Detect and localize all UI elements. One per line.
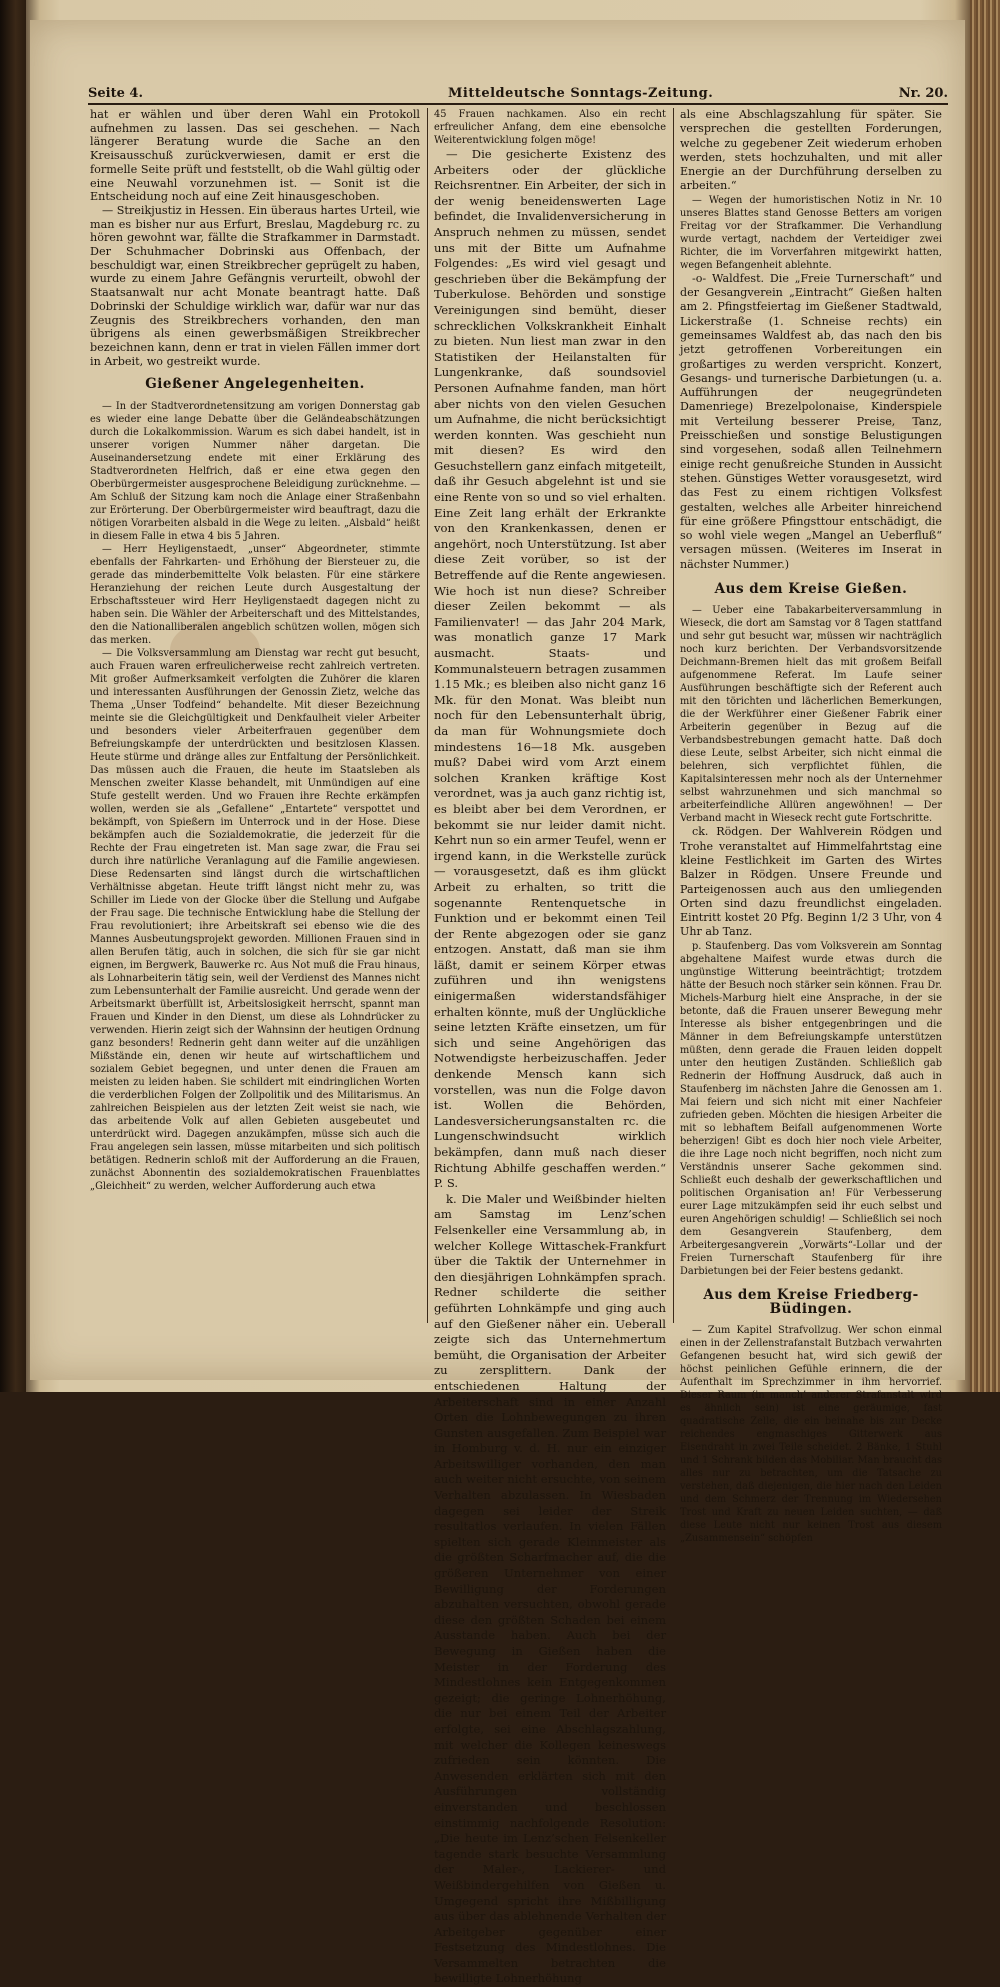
column-3: [680, 108, 942, 1545]
header-rule: [88, 103, 948, 105]
column-1: [90, 108, 420, 1308]
article-paragraph: 45 Frauen nachkamen. Also ein recht erfreulicher Anfang, dem eine ebensolche Weiterentwicklung folgen möge!: [434, 109, 666, 146]
book-binding: [0, 0, 26, 1392]
article-strafvollzug: — Zum Kapitel Strafvollzug. Wer schon einmal einen in der Zellenstrafanstalt Butzbach verwahrten Gefangenen besucht hat, wird sich gewiß der höchst peinlichen Gefühle erinnern, die der Aufenthalt im Sprechzimmer in ihm hervorrief. Dieser Raum (in manch’ anderer Strafanstalt wird es ähnlich sein) ist eine geräumige, fast quadratische Zelle, die ein beinahe bis zur Decke reichendes engmaschiges Gitterwerk aus Eisendraht in zwei Teile scheidet. 2 Bänke, 1 Stuhl und 1 Schrank bilden das Mobiliar. Man braucht das alles nur zu betrachten, um die Tatsache zu verstehen, daß diejenigen, die hier nach den Leiden und dem Schmerz der Trennung im Wiedersehen Trost und Kraft zu neuen Leiden suchten, — daß diese Leute nicht nur keinen Trost aus diesem „Zusammensein“ schöpfen: [680, 1325, 942, 1545]
article-tabakarbeiter: — Ueber eine Tabakarbeiterversammlung in Wieseck, die dort am Samstag vor 8 Tagen stattfand und sehr gut besucht war, müssen wir nachträglich noch kurz berichten. Der Verbandsvorsitzende Deichmann-Bremen hielt das mit großem Beifall aufgenommene Referat. Im Laufe seiner Ausführungen beschäftigte sich der Referent auch mit den törichten und lächerlichen Bemerkungen, die der Werkführer einer Gießener Fabrik einer Arbeiterin gegenüber in Bezug auf die Verbandsbestrebungen gemacht hatte. Daß doch diese Leute, selbst Arbeiter, sich nicht einmal die belehren, sich verpflichtet fühlen, die Kapitalsinteressen mehr noch als der Unternehmer selbst wahrzunehmen und sich manchmal so arbeiterfeindliche Allüren angewöhnen! — Der Verband macht in Wieseck recht gute Fortschritte.: [680, 605, 942, 825]
article-humoristische-notiz: — Wegen der humoristischen Notiz in Nr. 10 unseres Blattes stand Genosse Betters am vorigen Freitag vor der Strafkammer. Die Verhandlung wurde vertagt, nachdem der Verteidiger zwei Richter, die im Vorverfahren mitgewirkt hatten, wegen Befangenheit ablehnte.: [680, 194, 942, 271]
page-number-label: Seite 4.: [88, 86, 143, 101]
newspaper-title: Mitteldeutsche Sonntags-Zeitung.: [448, 86, 714, 101]
issue-number: Nr. 20.: [898, 86, 948, 101]
column-divider: [673, 108, 674, 1323]
page-edges: [970, 0, 1000, 1392]
section-heading-giessen: Gießener Angelegenheiten.: [145, 376, 365, 393]
article-reichsrentner: — Die gesicherte Existenz des Arbeiters oder der glückliche Reichsrentner. Ein Arbeiter, der sich in der wenig beneidenswerten Lage befindet, die Invalidenversicherung in Anspruch nehmen zu müssen, sendet uns mit der Bitte um Aufnahme Folgendes: „Es wird viel gesagt und geschrieben über die Bekämpfung der Tuberkulose. Behörden und sonstige Vereinigungen sind bemüht, dieser schrecklichen Volkskrankheit Einhalt zu bieten. Nun liest man zwar in den Statistiken der Heilanstalten für Lungenkranke, daß soundsoviel Personen Aufnahme fanden, man hört aber nichts von den vielen Gesuchen um Aufnahme, die nicht berücksichtigt werden konnten. Was geschieht nun mit diesen? Es wird den Gesuchstellern ganz einfach mitgeteilt, daß ihr Gesuch abgelehnt ist und sie eine Rente von so und so viel erhalten. Eine Zeit lang erhält der Erkrankte von den Krankenkassen, denen er angehört, noch Unterstützung. Ist aber diese Zeit vorüber, so ist der Betreffende auf die Rente angewiesen. Wie hoch ist nun diese? Schreiber dieser Zeilen bekommt — als Familienvater! — das Jahr 204 Mark, was monatlich ganze 17 Mark ausmacht. Staats- und Kommunalsteuern betragen zusammen 1.15 Mk.; es bleiben also nicht ganz 16 Mk. für den Monat. Was bleibt nun noch für den Lebensunterhalt übrig, da man für Wohnungsmiete doch mindestens 16—18 Mk. ausgeben muß? Dabei wird vom Arzt einem solchen Kranken kräftige Kost verordnet, was ja auch ganz richtig ist, es bleibt aber bei dem Verordnen, er bekommt sie nur leider damit nicht. Kehrt nun so ein armer Teufel, wenn er irgend kann, in die Werkstelle zurück — vorausgesetzt, daß es ihm glückt Arbeit zu erhalten, so tritt die sogenannte Rentenquetsche in Funktion und er bekommt einen Teil der Rente abgezogen oder sie ganz entzogen. Anstatt, daß man sie ihm läßt, damit er seinem Körper etwas zuführen und ihn wenigstens einigermaßen widerstandsfähiger erhalten könnte, muß der Unglückliche seine letzten Kräfte einsetzen, um für sich und seine Angehörigen das Notwendigste herbeizuschaffen. Jeder denkende Mensch kann sich vorstellen, was nun die Folge davon ist. Wollen die Behörden, Landesversicherungsanstalten rc. die Lungenschwindsucht wirklich bekämpfen, dann muß nach dieser Richtung Abhilfe geschaffen werden.“ P. S.: [434, 147, 666, 1191]
article-paragraph: hat er wählen und über deren Wahl ein Protokoll aufnehmen zu lassen. Das sei geschehen. — Nach längerer Beratung wurde die Sache an den Kreisausschuß zurückverwiesen, damit er erst die formelle Seite prüft und feststellt, ob die Wahl gültig oder eine Neuwahl vorzunehmen ist. — Sonit ist die Entscheidung noch auf eine Zeit hinausgeschoben.: [90, 108, 420, 204]
section-heading-kreis-giessen: Aus dem Kreise Gießen.: [714, 581, 908, 598]
article-waldfest: -o- Waldfest. Die „Freie Turnerschaft“ und der Gesangverein „Eintracht“ Gießen halten am 2. Pfingstfeiertag im Gießener Stadtwald, Lickerstraße (1. Schneise rechts) ein gemeinsames Waldfest ab, das nach den bis jetzt getroffenen Vorbereitungen ein großartiges zu werden verspricht. Konzert, Gesangs- und turnerische Darbietungen (u. a. Aufführungen der neugegründeten Damenriege) Brezelpolonaise, Kinderspiele mit Verteilung besserer Preise, Tanz, Preisschießen und sonstige Belustigungen sind vorgesehen, sodaß allen Teilnehmern einige recht genußreiche Stunden in Aussicht stehen. Günstiges Wetter vorausgesetzt, wird das Fest zu einem richtigen Volksfest gestalten, welches alle Arbeiter hinreichend für eine größere Pfingsttour entschädigt, die so wohl viele wegen „Mangel an Ueberfluß“ versagen müssen. (Weiteres im Inserat in nächster Nummer.): [680, 271, 942, 571]
article-stadtverordneten: — In der Stadtverordnetensitzung am vorigen Donnerstag gab es wieder eine lange Debatte über die Geländeabschätzungen durch die Lokalkommission. Warum es sich dabei handelt, ist in unserer vorigen Nummer näher dargetan. Die Auseinandersetzung endete mit einer Erklärung des Stadtverordneten Helfrich, daß er eine etwa gegen den Oberbürgermeister ausgesprochene Beleidigung zurücknehme. — Am Schluß der Sitzung kam noch die Anlage einer Straßenbahn zur Erörterung. Der Oberbürgermeister wird beauftragt, dazu die nötigen Vorarbeiten alsbald in die Wege zu leiten. „Alsbald“ heißt in diesem Falle in etwa 4 bis 5 Jahren.: [90, 401, 420, 543]
article-roedgen: ck. Rödgen. Der Wahlverein Rödgen und Trohe veranstaltet auf Himmelfahrtstag eine kleine Festlichkeit im Garten des Wirtes Balzer in Rödgen. Unsere Freunde und Parteigenossen auch aus den umliegenden Orten sind dazu freundlichst eingeladen. Eintritt kostet 20 Pfg. Beginn 1/2 3 Uhr, von 4 Uhr ab Tanz.: [680, 825, 942, 939]
article-volksversammlung: — Die Volksversammlung am Dienstag war recht gut besucht, auch Frauen waren erfreulicherweise recht zahlreich vertreten. Mit großer Aufmerksamkeit verfolgten die Zuhörer die klaren und interessanten Ausführungen der Genossin Zietz, welche das Thema „Unser Todfeind“ behandelte. Mit dieser Bezeichnung meinte sie die Gleichgültigkeit und Denkfaulheit vieler Arbeiter und besonders vieler Arbeiterfrauen gegenüber dem Befreiungskampfe der unterdrückten und besitzlosen Klassen. Heute stürme und dränge alles zur Entfaltung der Persönlichkeit. Das müssen auch die Frauen, die heute im Staatsleben als Menschen zweiter Klasse behandelt, mit Unmündigen auf eine Stufe gestellt werden. Und wo Frauen ihre Rechte erkämpfen wollen, werden sie als „Gefallene“ „Entartete“ verspottet und bekämpft, von Spießern im Unterrock und in der Hose. Diese bekämpfen auch die Sozialdemokratie, die jederzeit für die Rechte der Frau eingetreten ist. Man sage zwar, die Frau sei durch ihre natürliche Veranlagung auf die Familie angewiesen. Diese Redensarten sind längst durch die wirtschaftlichen Verhältnisse abgetan. Heute trifft längst nicht mehr zu, was Schiller im Liede von der Glocke über die Stellung und Aufgabe der Frau sage. Die technische Entwicklung habe die Stellung der Frau revolutioniert; ihre Arbeitskraft sei ebenso wie die des Mannes Ausbeutungsprojekt geworden. Millionen Frauen sind in allen Berufen tätig, auch in solchen, die sich für sie gar nicht eignen, im Bergwerk, Bauwerke rc. Aus Not muß die Frau hinaus, als Lohnarbeiterin tätig sein, weil der Verdienst des Mannes nicht zum Lebensunterhalt der Familie ausreicht. Und gerade wenn der Arbeitsmarkt überfüllt ist, Arbeitslosigkeit herrscht, spannt man Frauen und Kinder in den Dienst, um diese als Lohndrücker zu verwenden. Hierin zeigt sich der Wahnsinn der heutigen Ordnung ganz besonders! Rednerin geht dann weiter auf die unzähligen Mißstände ein, denen wir heute auf wirtschaftlichem und sozialem Gebiet begegnen, und unter denen die Frauen am meisten zu leiden haben. Sie schildert mit eindringlichen Worten die verderblichen Folgen der Zollpolitik und des Militarismus. An zahlreichen Beispielen aus der letzten Zeit weist sie nach, wie das arbeitende Volk auf allen Gebieten ausgebeutet und unterdrückt wird. Dagegen anzukämpfen, müsse sich auch die Frau angelegen sein lassen, müsse mitarbeiten und sich politisch betätigen. Rednerin schloß mit der Aufforderung an die Frauen, zunächst Abonnentin des sozialdemokratischen Frauenblattes „Gleichheit“ zu werden, welcher Aufforderung auch etwa: [90, 648, 420, 1193]
column-divider: [427, 108, 428, 1323]
article-streikjustiz: — Streikjustiz in Hessen. Ein überaus hartes Urteil, wie man es bisher nur aus Erfurt, Breslau, Magdeburg rc. zu hören gewohnt war, fällte die Strafkammer in Darmstadt. Der Schuhmacher Dobrinski aus Offenbach, der beschuldigt war, einen Streikbrecher geprügelt zu haben, wurde zu einem Jahre Gefängnis verurteilt, obwohl der Staatsanwalt nur acht Monate beantragt hatte. Daß Dobrinski der Schuldige wirklich war, dafür war nur das Zeugnis des Streikbrechers vorhanden, den man übrigens als einen gewerbsmäßigen Streikbrecher bezeichnen kann, denn er trat in vielen Fällen immer dort in Arbeit, wo gestreikt wurde.: [90, 203, 420, 368]
article-heyligenstaedt: — Herr Heyligenstaedt, „unser“ Abgeordneter, stimmte ebenfalls der Fahrkarten- und Erhöhung der Biersteuer zu, die gerade das minderbemittelte Volk belasten. Für eine stärkere Heranziehung der reichen Leute durch Ausgestaltung der Erbschaftssteuer wird Herr Heyligenstaedt dagegen nicht zu haben sein. Die Wähler der Arbeiterschaft und des Mittelstandes, den die Nationalliberalen angeblich schützen wollen, mögen sich das merken.: [90, 544, 420, 647]
section-heading-friedberg: Aus dem Kreise Friedberg-Büdingen.: [703, 1286, 919, 1317]
article-paragraph: als eine Abschlagszahlung für später. Sie versprechen die gestellten Forderungen, welche zu gegebener Zeit wiederum erhoben werden, stets hochzuhalten, und mit aller Energie an der Durchführung derselben zu arbeiten.“: [680, 108, 942, 193]
article-maler-weissbinder: k. Die Maler und Weißbinder hielten am Samstag im Lenz’schen Felsenkeller eine Versammlung ab, in welcher Kollege Wittaschek-Frankfurt über die Taktik der Unternehmer in den diesjährigen Lohnkämpfen sprach. Redner schilderte die seither geführten Lohnkämpfe und ging auch auf den Gießener näher ein. Ueberall zeigte sich das Unternehmertum bemüht, die Organisation der Arbeiter zu zersplittern. Dank der entschiedenen Haltung der Arbeiterschaft sind in einer Anzahl Orten die Lohnbewegungen zu ihren Gunsten ausgefallen. Zum Beispiel war in Homburg v. d. H. nur ein einziger Arbeitswilliger vorhanden, den man auch weiter nicht ersuchte, von seinem Verhalten abzulassen. In Wiesbaden dagegen sei leider der Streik resultatlos verlaufen. In vielen Fällen spielten sich gerade Kleinmeister als die größten Scharfmacher auf, die die größeren Unternehmer von einer Bewilligung der Forderungen abzuhalten versuchten, obwohl gerade diese den größten Schaden bei einem Ausstande haben. Auch bei der Bewegung in Gießen haben die Meister in der Forderung des Mindestlohnes kein Entgegenkommen gezeigt; die geringe Lohnerhöhung, die nur bei einem Teil der Arbeiter erfolgte, sei eine Abschlagszahlung, mit welcher die Kollegen keineswegs zufrieden sein könnten. Die Anwesenden erklärten sich mit den Ausführungen vollständig einverstanden und beschlossen einstimmig nachfolgende Resolution: „Die heute im Lenz’schen Felsenkeller tagende stark besuchte Versammlung der Maler-, Lackierer- und Weißbindergehilfen von Gießen u. Umgegend spricht ihre Mißbilligung aus über das ablehnende Verhalten der Arbeitgeber gegenüber einer Festsetzung des Mindestlohnes. Die Versammelten betrachten die bewilligte Lohnerhöhung: [434, 1191, 666, 1986]
article-staufenberg: p. Staufenberg. Das vom Volksverein am Sonntag abgehaltene Maifest wurde etwas durch die ungünstige Witterung beeinträchtigt; trotzdem hätte der Besuch noch stärker sein können. Frau Dr. Michels-Marburg hielt eine Ansprache, in der sie betonte, daß die Frauen unserer Bewegung mehr Interesse als bisher entgegenbringen und die Männer in dem Befreiungskampfe unterstützen müßten, denn gerade die Frauen leiden doppelt unter den heutigen Zuständen. Schließlich gab Rednerin der Hoffnung Ausdruck, daß auch in Staufenberg im nächsten Jahre die Genossen am 1. Mai feiern und sich nicht mit einer Nachfeier zufrieden geben. Möchten die hiesigen Arbeiter die mit so lebhaftem Beifall aufgenommenen Worte beherzigen! Gibt es doch hier noch viele Arbeiter, die ihre Lage noch nicht begriffen, noch nicht zum Verständnis unserer Sache gekommen sind. Schließt euch deshalb der gewerkschaftlichen und politischen Organisation an! Für Verbesserung eurer Lage mitzukämpfen seid ihr euch selbst und euren Angehörigen schuldig! — Schließlich sei noch dem Gesangverein Staufenberg, dem Arbeitergesangverein „Vorwärts“-Lollar und der Freien Turnerschaft Staufenberg für ihre Darbietungen bei der Feier bestens gedankt.: [680, 940, 942, 1277]
column-2: [434, 108, 666, 1986]
